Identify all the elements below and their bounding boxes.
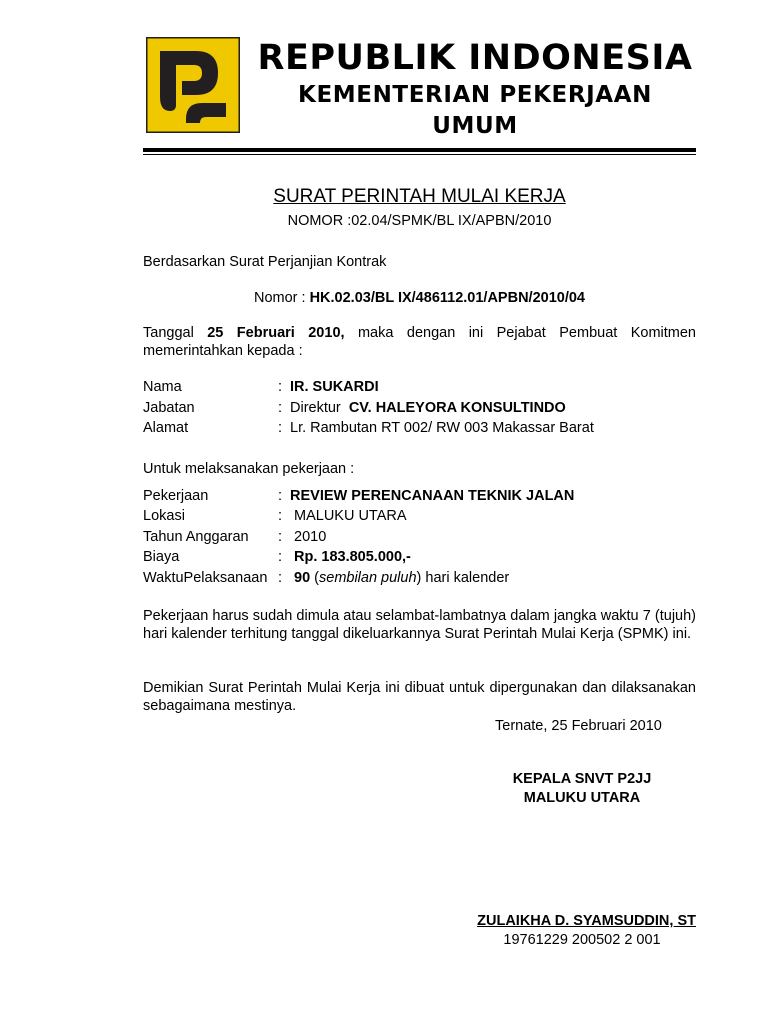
letterhead-country: REPUBLIK INDONESIA	[257, 38, 693, 78]
contract-number	[143, 289, 696, 307]
position-label: Jabatan	[143, 400, 195, 416]
signatory-title-line1: KEPALA SNVT P2JJ	[512, 771, 652, 787]
date-paragraph	[143, 324, 696, 360]
contract-number-label: Nomor :	[253, 290, 310, 306]
duration-open: (	[310, 570, 319, 586]
colon: :	[278, 420, 283, 436]
year-value: 2010	[294, 529, 327, 545]
duration-words: sembilan puluh	[319, 570, 417, 586]
colon: :	[278, 570, 283, 586]
work-intro: Untuk melaksanakan pekerjaan :	[143, 461, 355, 477]
location-value: MALUKU UTARA	[294, 508, 407, 524]
cost-value: Rp. 183.805.000,-	[294, 549, 411, 565]
closing-paragraph: Demikian Surat Perintah Mulai Kerja ini dibuat untuk dipergunakan dan dilaksanakan sebagaimana mestinya.	[143, 680, 696, 714]
document-title: SURAT PERINTAH MULAI KERJA	[273, 186, 566, 207]
duration-label: WaktuPelaksanaan	[143, 570, 268, 586]
date-suffix: maka dengan ini Pejabat Pembuat Komitmen memerintahkan kepada :	[143, 325, 696, 359]
location-label: Lokasi	[143, 508, 185, 524]
letterhead-ministry: KEMENTERIAN PEKERJAAN UMUM	[298, 82, 652, 139]
signatory-nip: 19761229 200502 2 001	[503, 932, 661, 948]
position-value	[290, 399, 566, 417]
colon: :	[278, 508, 283, 524]
duration-close: ) hari kalender	[416, 570, 510, 586]
name-value: IR. SUKARDI	[290, 379, 379, 395]
letterhead-rule-thin	[143, 154, 696, 155]
job-value: REVIEW PERENCANAAN TEKNIK JALAN	[290, 488, 575, 504]
job-label: Pekerjaan	[143, 488, 209, 504]
letterhead-rule-thick	[143, 148, 696, 152]
colon: :	[278, 549, 283, 565]
name-label: Nama	[143, 379, 182, 395]
cost-label: Biaya	[143, 549, 180, 565]
address-label: Alamat	[143, 420, 189, 436]
position-prefix: Direktur	[290, 400, 349, 416]
place-date: Ternate, 25 Februari 2010	[495, 718, 662, 734]
deadline-paragraph: Pekerjaan harus sudah dimula atau selambat-lambatnya dalam jangka waktu 7 (tujuh) hari kalender terhitung tanggal dikeluarkannya Surat Perintah Mulai Kerja (SPMK) ini.	[143, 608, 696, 642]
colon: :	[278, 529, 283, 545]
duration-value	[294, 569, 509, 587]
colon: :	[278, 379, 283, 395]
signatory-name: ZULAIKHA D. SYAMSUDDIN, ST	[477, 913, 696, 929]
document-number: NOMOR :02.04/SPMK/BL IX/APBN/2010	[287, 213, 552, 229]
year-label: Tahun Anggaran	[143, 529, 249, 545]
signatory-title-line2: MALUKU UTARA	[523, 790, 641, 806]
position-company: CV. HALEYORA KONSULTINDO	[348, 400, 566, 416]
colon: :	[278, 488, 283, 504]
ministry-logo	[146, 37, 240, 133]
letterhead-directorate	[270, 142, 680, 144]
intro-text: Berdasarkan Surat Perjanjian Kontrak	[143, 254, 387, 270]
letterhead-ministry-block	[270, 80, 680, 144]
date-prefix: Tanggal	[143, 325, 208, 341]
colon: :	[278, 400, 283, 416]
duration-number: 90	[294, 570, 311, 586]
contract-date: 25 Februari 2010,	[207, 325, 345, 341]
address-value: Lr. Rambutan RT 002/ RW 003 Makassar Barat	[290, 420, 594, 436]
contract-number-value: HK.02.03/BL IX/486112.01/APBN/2010/04	[309, 290, 585, 306]
